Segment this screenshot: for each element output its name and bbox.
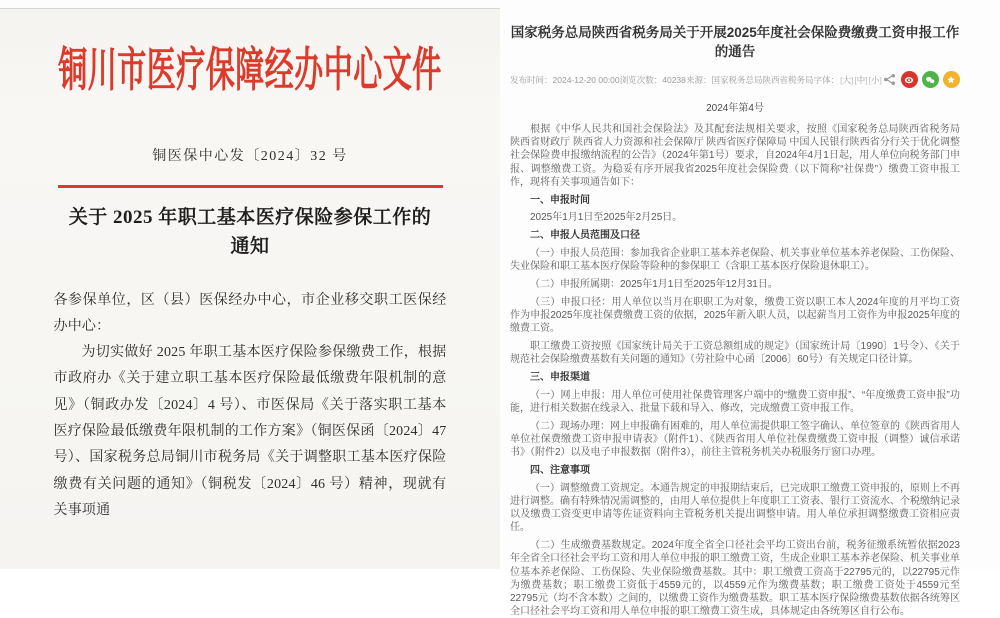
section-heading: 三、申报渠道	[530, 372, 590, 383]
scanned-document	[0, 0, 500, 569]
section-heading: 一、申报时间	[530, 194, 590, 206]
document-body	[54, 288, 447, 525]
font-size-options	[839, 74, 882, 86]
announcement-number: 2024年第4号	[706, 103, 764, 114]
publish-time-label: 发布时间：	[510, 74, 553, 85]
body-paragraph: （二）申报所属期：2025年1月1日至2025年12月31日。	[530, 279, 778, 290]
share-icon[interactable]	[882, 72, 897, 87]
body-paragraph: （一）调整缴费工资规定。本通告规定的申报期结束后，已完成职工缴费工资申报的，原则上不再进行调整。确有特殊情况需调整的，由用人单位提供上年度职工工资表、银行工资流水、个税缴纳记录以及缴费工资变更申请等佐证资料向主管税务机关提出调整申请。用人单位承担调整缴费工资相应责任。	[510, 482, 960, 534]
font-size-label: 字体：	[813, 74, 840, 85]
salutation-paragraph: 各参保单位，区（县）医保经办中心，市企业移交职工医保经办中心：	[53, 292, 447, 334]
document-title	[0, 203, 500, 261]
body-paragraph: （二）现场办理：网上申报确有困难的，用人单位需提供职工签字确认、单位签章的《陕西省用人单位社保费缴费工资申报申请表》（附件1）、《陕西省用人单位社保费缴费工资申报（调整）诚信承诺书》（附件2）以及电子申报数据（附件3），前往主管税务机关办税服务厅窗口办理。	[510, 420, 960, 459]
section-heading: 二、申报人员范围及口径	[530, 230, 640, 242]
weibo-icon[interactable]	[901, 71, 918, 88]
source-value: 国家税务总局陕西省税务局	[711, 74, 814, 85]
body-paragraph: 为切实做好 2025 年职工基本医疗保险参保缴费工作，根据市政府办《关于建立职工基本医疗保险最低缴费年限机制的意见》（铜政办发〔2024〕4 号）、市医保局《关于落实职工基本医疗保险最低缴费年限机制的工作方案》（铜医保函〔2024〕47 号）、国家税务总局铜川市税务局《关于调整职工基本医疗保险缴费有关问题的通知》（铜税发〔2024〕46 号）精神，现就有关事项通	[53, 345, 447, 518]
publish-time	[510, 74, 620, 86]
document-masthead-row	[0, 39, 500, 95]
red-divider	[58, 185, 443, 188]
document-number: 铜医保中心发〔2024〕32 号	[152, 149, 348, 164]
publish-time-value: 2024-12-20 00:00	[552, 74, 620, 85]
view-count	[620, 74, 686, 86]
font-size-option[interactable]: [ 小 ]	[869, 74, 882, 86]
body-paragraph: 根据《中华人民共和国社会保险法》及其配套法规相关要求，按照《国家税务总局陕西省税务局 陕西省财政厅 陕西省人力资源和社会保障厅 陕西省医疗保障局 中国人民银行陕西省分行关于优化调整社会保险费申报缴纳流程的公告》（2024年第1号）要求，自2024年4月1日起，用人单位向税务部门申报、调整缴费工资。为稳妥有序开展我省2025年度社会保险费（以下简称“社保费”）缴费工资申报工作，现将有关事项通告如下：	[510, 124, 960, 188]
announcement-page	[500, 0, 1000, 618]
font-size-control	[814, 74, 882, 86]
meta-bar	[510, 71, 960, 88]
body-paragraph: （二）生成缴费基数规定。2024年度全省全口径社会平均工资出台前，税务征缴系统暂依据2023年全省全口径社会平均工资和用人单位申报的职工缴费工资，生成企业职工基本养老保险、机关事业单位基本养老保险、工伤保险、失业保险缴费基数。其中：职工缴费工资高于22795元的，以22795元作为缴费基数；职工缴费工资低于4559元的，以4559元作为缴费基数；职工缴费工资处于4559元至22795元（均不含本数）之间的，以缴费工资作为缴费基数。职工基本医疗保险缴费基数依据各统筹区全口径社会平均工资和用人单位申报的职工缴费工资生成，具体规定由各统筹区自行公布。	[510, 540, 960, 618]
scan-top-edge	[0, 0, 500, 9]
section-heading: 四、注意事项	[530, 465, 590, 476]
source	[686, 74, 814, 86]
announcement-body	[510, 123, 960, 618]
share-bar	[882, 71, 960, 88]
body-paragraph: （一）网上申报：用人单位可使用社保费管理客户端中的“缴费工资申报”、“年度缴费工资申报”功能，进行相关数据在线录入、批量下载和导入、修改，完成缴费工资申报工作。	[510, 389, 960, 414]
qzone-icon[interactable]	[943, 71, 960, 88]
document-masthead: 铜川市医疗保障经办中心文件	[58, 45, 442, 97]
body-paragraph: （三）申报口径：用人单位以当月在职职工为对象，缴费工资以职工本人2024年度的月平均工资作为申报2025年度社保费缴费工资的依据，2025年新入职人员，以起薪当月工资作为申报2025年度的缴费工资。	[510, 296, 960, 335]
document-title-line2: 通知	[230, 235, 270, 257]
font-size-option[interactable]: [ 大 ]	[840, 74, 853, 86]
body-paragraph: 职工缴费工资按照《国家统计局关于工资总额组成的规定》（国家统计局〔1990〕1号令）、《关于规范社会保险缴费基数有关问题的通知》（劳社险中心函〔2006〕60号）有关规定口径计算。	[510, 341, 960, 366]
wechat-icon[interactable]	[922, 71, 939, 88]
font-size-option[interactable]: [ 中 ]	[854, 74, 867, 86]
body-paragraph: 2025年1月1日至2025年2月25日。	[530, 212, 683, 224]
document-title-line1: 关于 2025 年职工基本医疗保险参保工作的	[68, 206, 432, 228]
page-title: 国家税务总局陕西省税务局关于开展2025年度社会保险费缴费工资申报工作的通告	[510, 25, 960, 59]
body-paragraph: （一）申报人员范围：参加我省企业职工基本养老保险、机关事业单位基本养老保险、工伤保险、失业保险和职工基本医疗保险等险种的参保职工（含职工基本医疗保险退休职工）。	[510, 248, 960, 273]
source-label: 来源：	[685, 74, 712, 85]
view-count-label: 浏览次数：	[619, 74, 663, 85]
view-count-value: 40238	[662, 74, 686, 85]
